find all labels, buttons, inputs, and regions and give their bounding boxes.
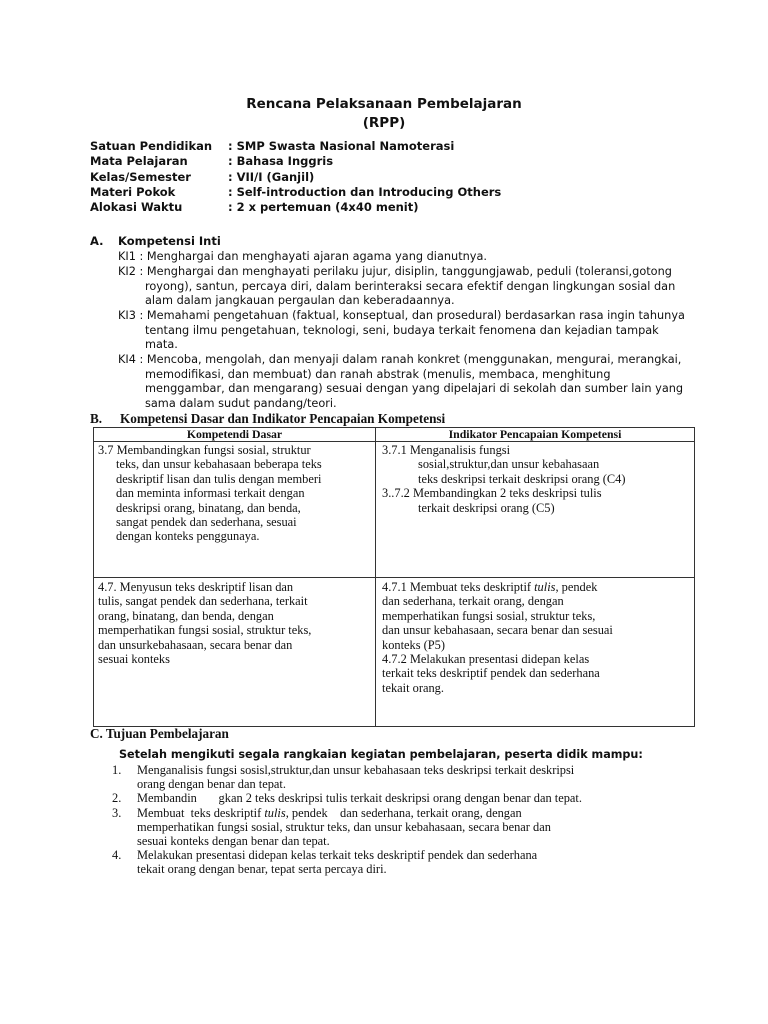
identity-row xyxy=(90,139,501,154)
table-header-kd: Kompetendi Dasar xyxy=(94,428,376,442)
ki1-block xyxy=(118,250,487,265)
cell-text: 4.7.1 Membuat teks deskriptif xyxy=(382,580,535,594)
cell-line: dan meminta informasi terkait dengan xyxy=(116,486,305,501)
ki-line: KI3 : Memahami pengetahuan (faktual, konseptual, dan prosedural) berdasarkan rasa ingin tahunya xyxy=(118,309,685,322)
cell-line: terkait deskripsi orang (C5) xyxy=(418,500,555,515)
identity-row xyxy=(90,200,501,215)
cell-line: sesuai konteks xyxy=(98,652,170,667)
section-number: B. xyxy=(90,411,103,426)
ki-line: KI1 : Menghargai dan menghayati ajaran agama yang dianutnya. xyxy=(118,250,487,263)
identity-value: : Bahasa Inggris xyxy=(228,154,334,169)
document-subtitle: (RPP) xyxy=(362,115,406,131)
identity-label: Mata Pelajaran xyxy=(90,154,188,169)
list-text: , pendek dan sederhana, terkait orang, dengan xyxy=(285,805,522,820)
indicator-cell xyxy=(376,578,695,727)
cell-line: memperhatikan fungsi sosial, struktur teks, xyxy=(98,623,312,638)
kd-cell xyxy=(94,578,376,727)
section-title: Tujuan Pembelajaran xyxy=(105,726,229,741)
cell-line: dan unsurkebahasaan, secara benar dan xyxy=(98,637,293,652)
ki4-block xyxy=(118,353,683,412)
identity-label: Materi Pokok xyxy=(90,184,176,199)
list-line: memperhatikan fungsi sosial, struktur teks, dan unsur kebahasaan, secara benar dan xyxy=(137,819,551,834)
cell-line: sosial,struktur,dan unsur kebahasaan xyxy=(418,457,600,472)
list-line: tekait orang dengan benar, tepat serta percaya diri. xyxy=(137,862,387,877)
objectives-list xyxy=(112,763,582,877)
section-c-heading xyxy=(90,726,229,742)
ki-line: sama dalam sudut pandang/teori. xyxy=(145,397,337,411)
cell-line: orang, binatang, dan benda, dengan xyxy=(98,608,274,623)
cell-line: 4.7. Menyusun teks deskriptif lisan dan xyxy=(98,580,294,594)
identity-value: : 2 x pertemuan (4x40 menit) xyxy=(228,200,419,215)
section-b-heading xyxy=(90,411,445,427)
list-item xyxy=(112,763,582,791)
section-number: A. xyxy=(90,234,104,248)
cell-line: dengan konteks penggunaya. xyxy=(116,529,260,544)
list-line: orang dengan benar dan tepat. xyxy=(137,777,286,792)
ki-line: menggambar, dan mengarang) sesuai dengan yang dipelajari di sekolah dan sumber lain yang xyxy=(145,382,684,396)
ki-line: mata. xyxy=(145,338,178,352)
table-row xyxy=(94,442,695,578)
ki-line: royong), santun, percaya diri, dalam berinteraksi secara efektif dengan lingkungan sosial dan xyxy=(145,279,676,293)
list-text: Membuat teks deskriptif xyxy=(137,805,265,820)
list-item xyxy=(112,806,582,849)
ki3-block xyxy=(118,309,685,353)
list-item xyxy=(112,848,582,876)
ki-line: alam dalam jangkauan pergaulan dan keberadaannya. xyxy=(145,294,455,308)
indicator-cell xyxy=(376,442,695,578)
cell-line: konteks (P5) xyxy=(382,637,445,652)
list-number: 4. xyxy=(112,848,122,863)
list-number: 3. xyxy=(112,805,122,820)
ki-line: memodifikasi, dan membuat) dan ranah abstrak (menulis, membaca, menghitung xyxy=(145,367,611,381)
identity-label: Satuan Pendidikan xyxy=(90,139,213,153)
objectives-intro: Setelah mengikuti segala rangkaian kegiatan pembelajaran, peserta didik mampu: xyxy=(119,748,643,761)
section-a-heading xyxy=(90,234,221,248)
cell-line xyxy=(382,580,694,594)
list-item xyxy=(112,791,582,805)
cell-line: dan unsur kebahasaan, secara benar dan sesuai xyxy=(382,623,613,638)
identity-value: : SMP Swasta Nasional Namoterasi xyxy=(228,139,455,153)
cell-line: 3.7 Membandingkan fungsi sosial, struktur xyxy=(98,443,311,457)
cell-text-italic: tulis xyxy=(534,580,556,594)
section-number: C. xyxy=(90,726,103,741)
cell-line: tekait orang. xyxy=(382,680,444,695)
identity-row xyxy=(90,170,501,185)
ki-line: KI2 : Menghargai dan menghayati perilaku jujur, disiplin, tanggungjawab, peduli (toleransi,gotong xyxy=(118,265,672,278)
cell-line: teks, dan unsur kebahasaan beberapa teks xyxy=(116,457,322,472)
cell-line: memperhatikan fungsi sosial, struktur teks, xyxy=(382,608,596,623)
identity-block xyxy=(90,139,501,215)
list-line: sesuai konteks dengan benar dan tepat. xyxy=(137,834,330,849)
cell-line: tulis, sangat pendek dan sederhana, terkait xyxy=(98,594,308,609)
cell-line: deskripsi orang, binatang, dan benda, xyxy=(116,500,301,515)
cell-text: , pendek xyxy=(555,580,598,594)
table-row xyxy=(94,578,695,727)
identity-label: Kelas/Semester xyxy=(90,169,191,184)
identity-label: Alokasi Waktu xyxy=(90,200,183,215)
section-title: Kompetensi Inti xyxy=(118,234,221,248)
kd-cell xyxy=(94,442,376,578)
ki-line: KI4 : Mencoba, mengolah, dan menyaji dalam ranah konkret (menggunakan, mengurai, merangkai, xyxy=(118,353,682,366)
list-line xyxy=(112,806,582,820)
cell-line: deskriptif lisan dan tulis dengan memberi xyxy=(116,471,322,486)
cell-line: 4.7.2 Melakukan presentasi didepan kelas xyxy=(382,652,590,667)
identity-row xyxy=(90,185,501,200)
list-line: Menganalisis fungsi sosisl,struktur,dan unsur kebahasaan teks deskripsi terkait deskripsi xyxy=(137,763,575,777)
table-header-indicator: Indikator Pencapaian Kompetensi xyxy=(376,428,695,442)
identity-row xyxy=(90,154,501,169)
list-number: 2. xyxy=(112,791,122,806)
cell-line: teks deskripsi terkait deskripsi orang (C4) xyxy=(418,471,626,486)
cell-line: dan sederhana, terkait orang, dengan xyxy=(382,594,564,609)
ki2-block xyxy=(118,265,675,309)
cell-line: sangat pendek dan sederhana, sesuai xyxy=(116,515,297,530)
identity-value: : Self-introduction dan Introducing Others xyxy=(228,184,502,199)
section-title: Kompetensi Dasar dan Indikator Pencapaian Kompetensi xyxy=(120,411,446,426)
list-line: Membandin gkan 2 teks deskripsi tulis terkait deskripsi orang dengan benar dan tepat. xyxy=(137,791,582,806)
list-line: Melakukan presentasi didepan kelas terkait teks deskriptif pendek dan sederhana xyxy=(137,848,538,863)
ki-line: tentang ilmu pengetahuan, teknologi, seni, budaya terkait fenomena dan kejadian tampak xyxy=(145,323,659,337)
cell-line: 3..7.2 Membandingkan 2 teks deskripsi tulis xyxy=(382,486,602,501)
document-title: Rencana Pelaksanaan Pembelajaran xyxy=(246,96,522,112)
table-header-row xyxy=(94,428,695,442)
identity-value: : VII/I (Ganjil) xyxy=(228,169,315,184)
cell-line: terkait teks deskriptif pendek dan sederhana xyxy=(382,666,600,681)
list-text-italic: tulis xyxy=(264,805,286,820)
competency-table xyxy=(93,427,695,727)
cell-line: 3.7.1 Menganalisis fungsi xyxy=(382,443,511,457)
list-number: 1. xyxy=(112,763,122,777)
